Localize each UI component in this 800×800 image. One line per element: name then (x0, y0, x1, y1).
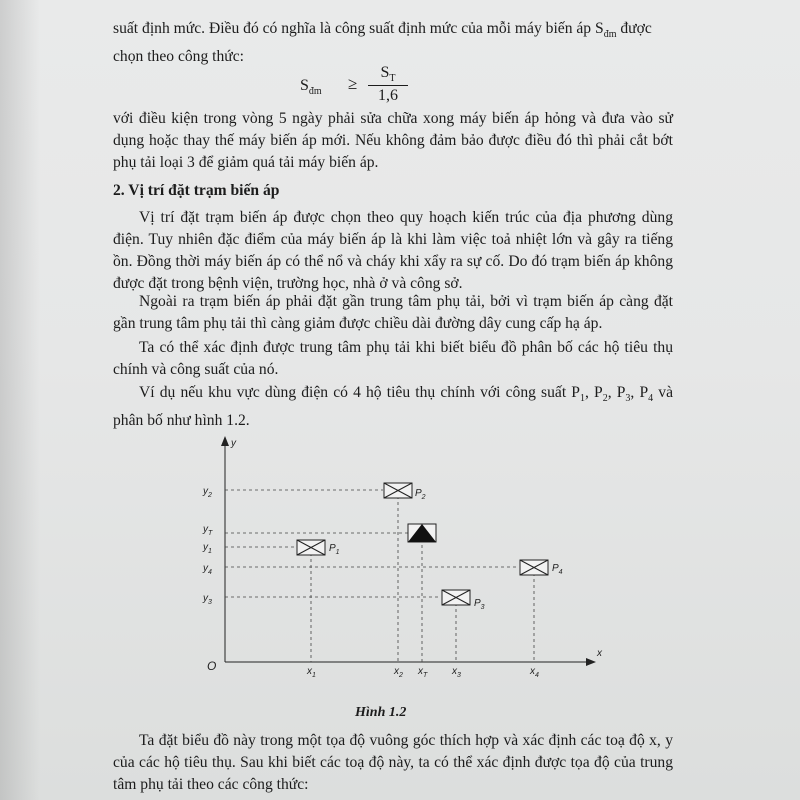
p4-label: $P_4$ (552, 563, 563, 576)
paragraph-3: Vị trí đặt trạm biến áp được chọn theo quy hoạch kiến trúc của địa phương dùng điện. Tuy nhiên đặc điểm của máy biến áp là khi làm việc toả nhiệt lớn và gây ra tiếng ồn. Đồng thời máy biến áp có thể nổ và cháy khi xẩy ra sự cố. Do đó trạm biến áp không được đặt trong bệnh viện, trường học, nhà ở và công sở. (113, 209, 673, 292)
y4-label: $y_4$ (203, 563, 212, 576)
load-p2-box (384, 483, 412, 498)
paragraph-7: Ta đặt biểu đồ này trong một tọa độ vuông góc thích hợp và xác định các toạ độ x, y của các hộ tiêu thụ. Sau khi biết các toạ độ này, ta có thể xác định được tọa độ của trung tâm phụ tải theo các công thức: (113, 732, 673, 793)
paragraph-4: Ngoài ra trạm biến áp phải đặt gần trung tâm phụ tải, bởi vì trạm biến áp càng đặt gần trung tâm phụ tải thì càng giảm được chiều dài đường dây cung cấp hạ áp. (113, 293, 673, 332)
y-axis-label: y (231, 438, 236, 449)
transformer-station-icon (408, 524, 436, 542)
guide-lines (225, 490, 534, 662)
yT-label: $y_T$ (203, 524, 213, 537)
x-axis-label: x (597, 648, 602, 659)
y2-label: $y_2$ (203, 486, 212, 499)
paragraph-5: Ta có thể xác định được trung tâm phụ tải khi biết biểu đồ phân bố các hộ tiêu thụ chính và công suất của nó. (113, 339, 673, 378)
x1-label: $x_1$ (307, 666, 316, 679)
x3-label: $x_3$ (452, 666, 461, 679)
x4-label: $x_4$ (530, 666, 539, 679)
p3-label: $P_3$ (474, 598, 485, 611)
xT-label: $x_T$ (418, 666, 428, 679)
p2-label: $P_2$ (415, 488, 426, 501)
y-axis-arrow (221, 436, 229, 446)
p1-label: $P_1$ (329, 543, 340, 556)
origin-label: O (207, 659, 217, 673)
rated-power-formula: $S_{đm}$ ≥ $\frac{S_T}{1,6}$ (300, 64, 500, 104)
paragraph-6: Ví dụ nếu khu vực dùng điện có 4 hộ tiêu thụ chính với công suất $P_1$, $P_2$, $P_3$, $P_4$ và phân bố như hình 1.2. (113, 384, 673, 430)
paragraph-1: suất định mức. Điều đó có nghĩa là công suất định mức của mỗi máy biến áp $S_{đm}$ được chọn theo công thức: (113, 20, 652, 66)
page-shadow (0, 0, 40, 800)
load-distribution-diagram (195, 430, 615, 710)
load-p3-box (442, 590, 470, 605)
y1-label: $y_1$ (203, 542, 212, 555)
load-p4-box (520, 560, 548, 575)
x-axis-arrow (586, 658, 596, 666)
section-heading: 2. Vị trí đặt trạm biến áp (113, 182, 280, 199)
figure-caption: Hình 1.2 (355, 705, 407, 720)
load-p1-box (297, 540, 325, 555)
x2-label: $x_2$ (394, 666, 403, 679)
paragraph-2: với điều kiện trong vòng 5 ngày phải sửa chữa xong máy biến áp hỏng và đưa vào sử dụng hoặc thay thế máy biến áp mới. Nếu không đảm bảo được điều đó thì phải cắt bớt phụ tải loại 3 để giảm quá tải máy biến áp. (113, 110, 673, 171)
y3-label: $y_3$ (203, 593, 212, 606)
